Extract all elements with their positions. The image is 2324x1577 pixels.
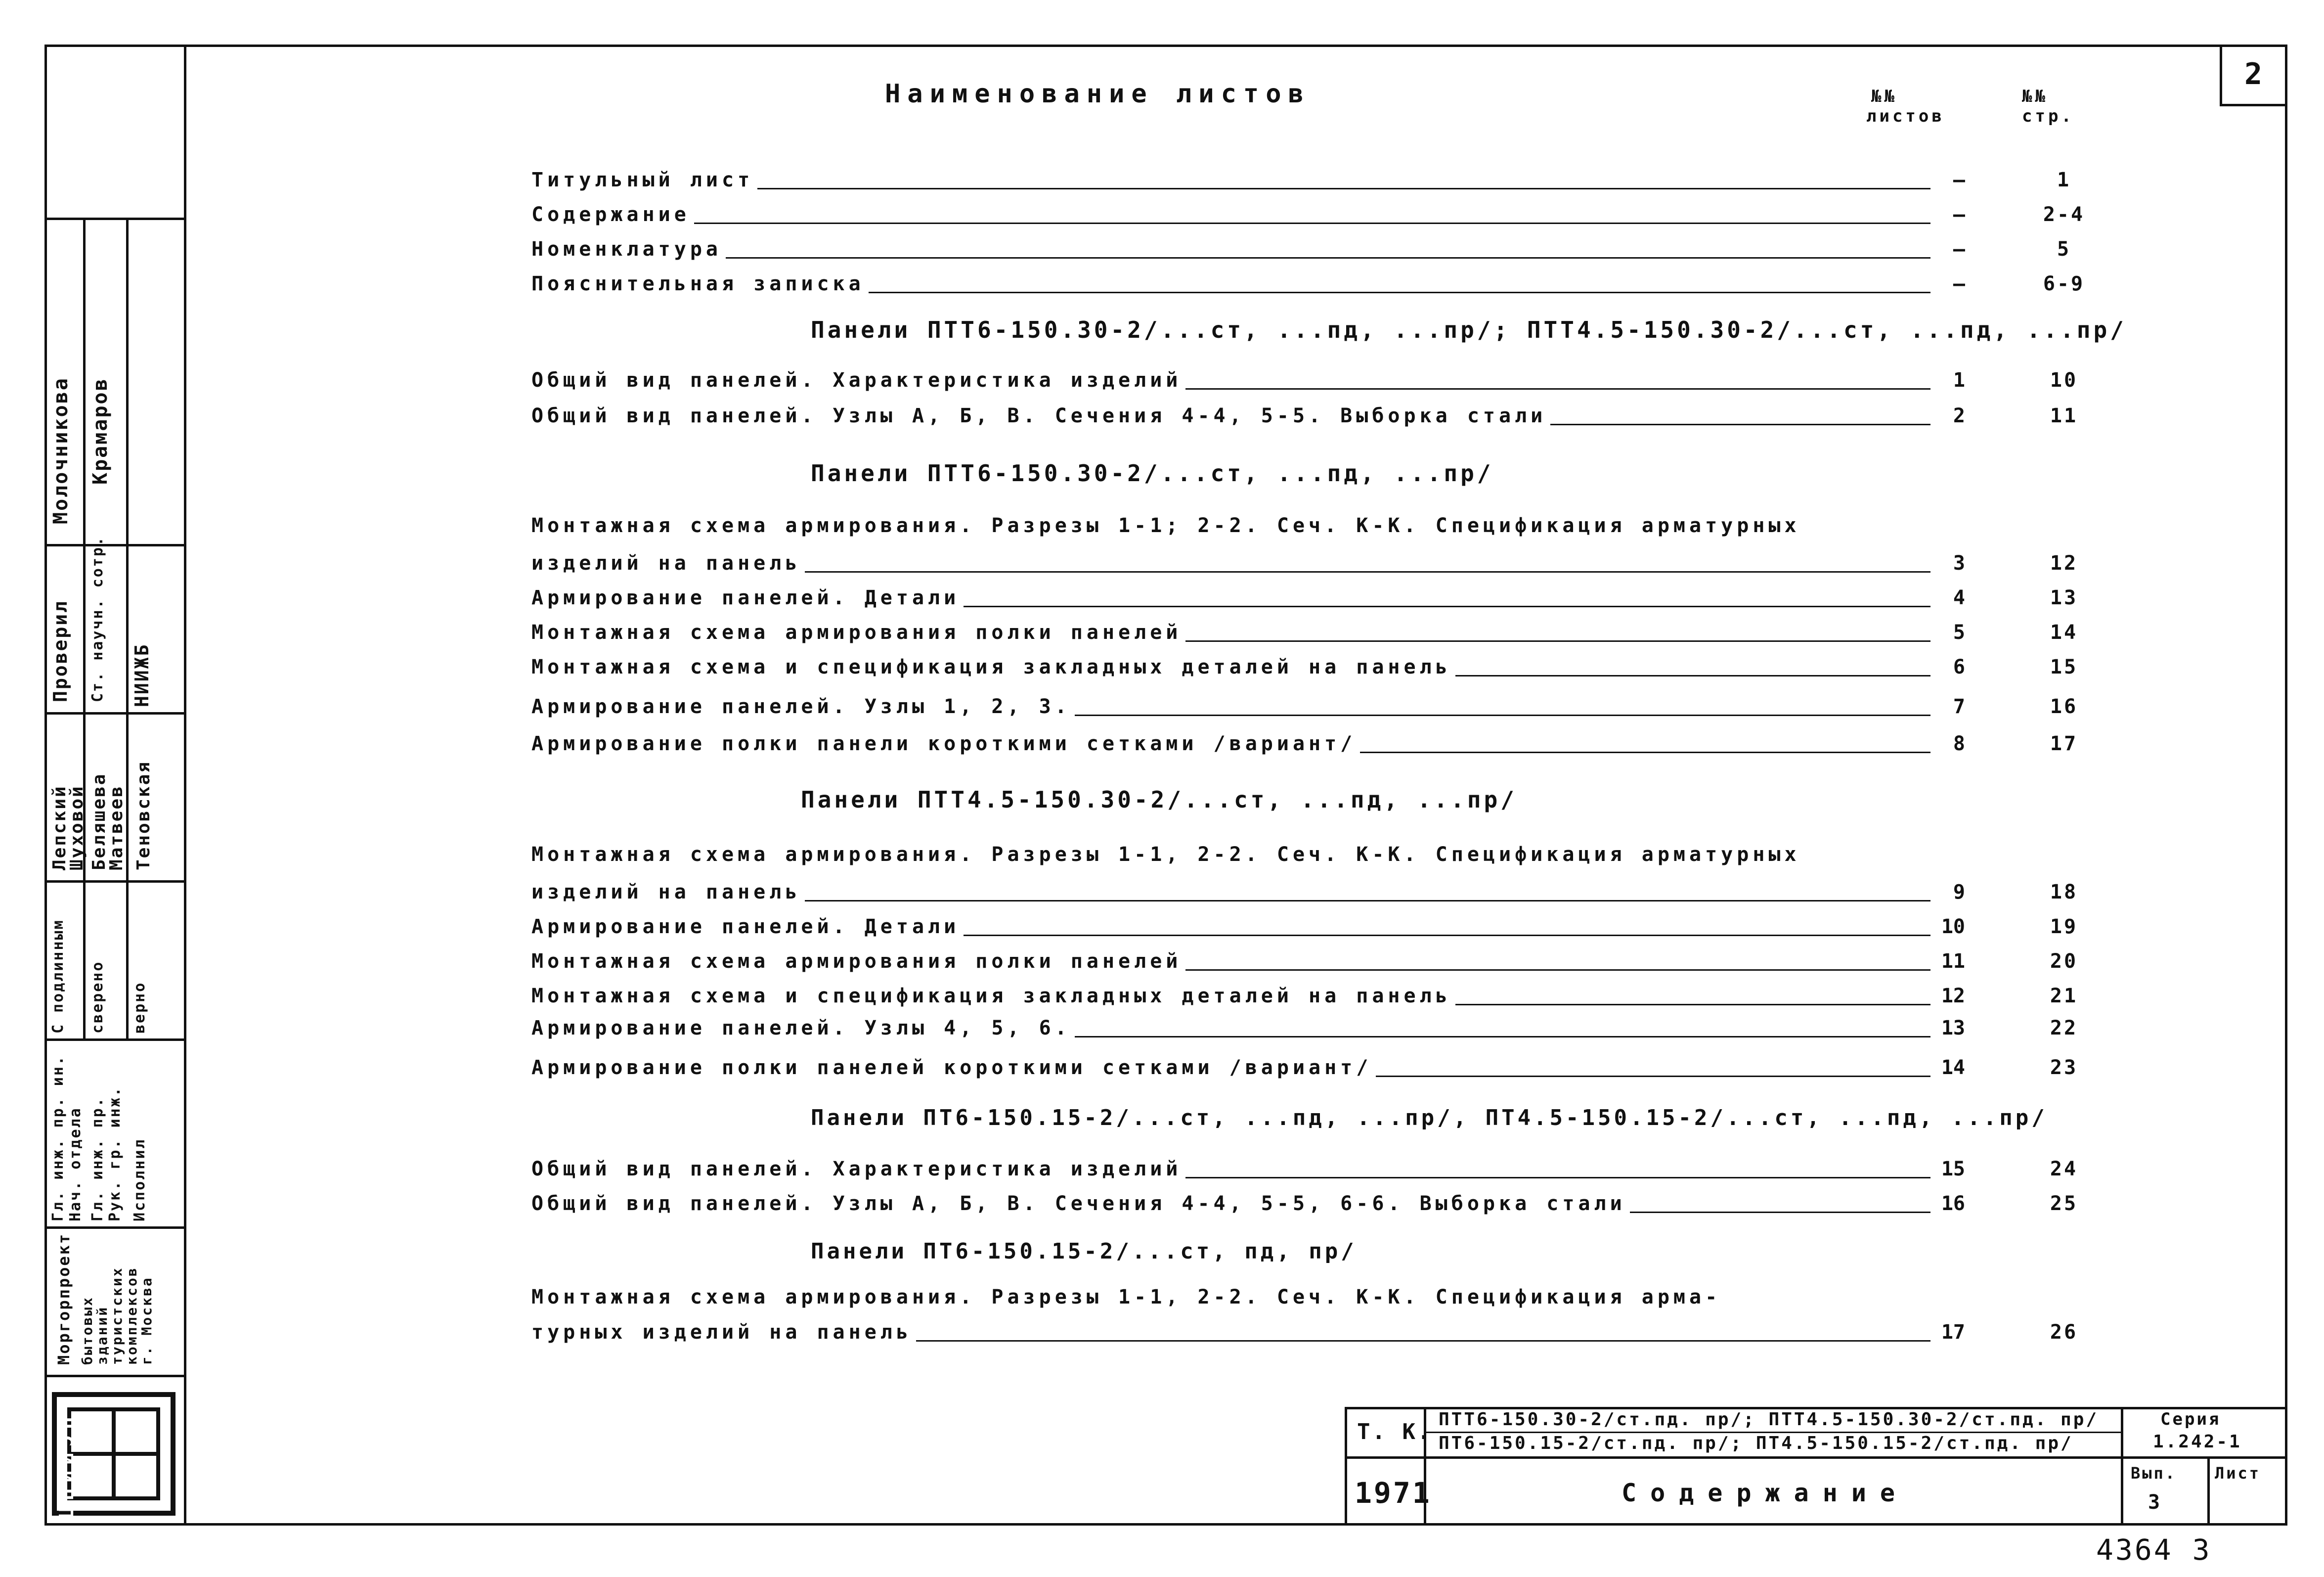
list-item: Общий вид панелей. Характеристика изделий 15 24 <box>531 1158 2078 1180</box>
list-item: Армирование полки панелей короткими сетками /вариант/ 14 23 <box>531 1056 2078 1079</box>
list-item: Армирование панелей. Узлы 4, 5, 6. 13 22 <box>531 1017 2078 1039</box>
logo-text: ЦНИИЭП <box>55 1411 78 1518</box>
person-3: Беляшева <box>89 772 109 870</box>
section-heading: Панели ПТТ6-150.30-2/...ст, ...пд, ...пр/ <box>811 460 1494 487</box>
role-2: Нач. отдела <box>67 1107 84 1221</box>
list-item-first-line: Монтажная схема армирования. Разрезы 1-1; 2-2. Сеч. К-К. Спецификация арматурных <box>531 514 1800 537</box>
stamp-tk: Т. К. <box>1357 1419 1433 1444</box>
list-item-first-line: Монтажная схема армирования. Разрезы 1-1, 2-2. Сеч. К-К. Спецификация арма- <box>531 1286 1721 1308</box>
org-3: зданий <box>94 1306 110 1365</box>
role-1: Гл. инж. пр. ин. <box>49 1055 67 1221</box>
org-4: туристских <box>109 1266 125 1365</box>
section-heading: Панели ПТ6-150.15-2/...ст, ...пд, ...пр/, ПТ4.5-150.15-2/...ст, ...пд, ...пр/ <box>811 1105 2048 1130</box>
section-heading: Панели ПТТ6-150.30-2/...ст, ...пд, ...пр/; ПТТ4.5-150.30-2/...ст, ...пд, ...пр/ <box>811 316 2127 343</box>
section-heading: Панели ПТТ4.5-150.30-2/...ст, ...пд, ...пр/ <box>801 786 1517 813</box>
stamp-issue-label: Вып. <box>2131 1464 2177 1483</box>
extra-name-1: Молочникова <box>49 377 72 524</box>
stamp-sheet-label: Лист <box>2215 1464 2261 1483</box>
list-item: Общий вид панелей. Узлы А, Б, В. Сечения 4-4, 5-5, 6-6. Выборка стали 16 25 <box>531 1192 2078 1215</box>
stamp-year: 1971 <box>1355 1476 1432 1510</box>
extra-name-2: Крамаров <box>89 377 112 485</box>
list-item: Монтажная схема и спецификация закладных деталей на панель 12 21 <box>531 985 2078 1007</box>
copy-label-3: верно <box>131 981 148 1034</box>
list-item: Монтажная схема армирования полки панелей 11 20 <box>531 950 2078 973</box>
stamp-h1 <box>1345 1456 2287 1459</box>
person-1: Лепский <box>49 785 70 870</box>
list-item-first-line: Монтажная схема армирования. Разрезы 1-1, 2-2. Сеч. К-К. Спецификация арматурных <box>531 843 1800 866</box>
person-5: Теновская <box>133 760 154 870</box>
col-pages-label-2: стр. <box>2022 106 2074 126</box>
left-strip-h1 <box>44 218 186 220</box>
person-4: Матвеев <box>106 785 127 870</box>
left-strip-h3 <box>44 712 186 715</box>
stamp-v2 <box>2121 1407 2123 1526</box>
checked-label: Проверил <box>49 599 71 702</box>
sheet-number: 2 <box>2244 57 2266 91</box>
list-item: Номенклатура – 5 <box>531 238 2071 261</box>
stamp-series-label: Серия <box>2160 1409 2221 1429</box>
list-item: Монтажная схема армирования полки панелей 5 14 <box>531 621 2078 644</box>
list-item: Общий вид панелей. Узлы А, Б, В. Сечения 4-4, 5-5. Выборка стали 2 11 <box>531 405 2078 427</box>
col-pages-label-1: №№ <box>2022 87 2048 106</box>
org-6: г. Москва <box>138 1276 155 1365</box>
org-1: Моргорпроект <box>54 1232 73 1365</box>
checked-org: Ст. научн. сотр. <box>89 536 106 702</box>
list-item: Армирование панелей. Узлы 1, 2, 3. 7 16 <box>531 695 2078 718</box>
list-item: Пояснительная записка – 6-9 <box>531 272 2085 295</box>
left-strip-h2 <box>44 544 186 546</box>
stamp-line-2: ПТ6-150.15-2/ст.пд. пр/; ПТ4.5-150.15-2/ст.пд. пр/ <box>1439 1433 2073 1453</box>
footer-number: 4364 3 <box>2096 1533 2212 1567</box>
copy-label-1: С подлинным <box>49 919 67 1034</box>
section-heading: Панели ПТ6-150.15-2/...ст, пд, пр/ <box>811 1239 1357 1264</box>
list-item: турных изделий на панель 17 26 <box>531 1321 2078 1344</box>
col-sheets-label-2: листов <box>1866 106 1945 126</box>
stamp-line-1: ПТТ6-150.30-2/ст.пд. пр/; ПТТ4.5-150.30-2/ст.пд. пр/ <box>1439 1409 2099 1430</box>
stamp-doc-title: Содержание <box>1622 1479 1909 1507</box>
role-4: Рук. гр. инж. <box>106 1086 124 1221</box>
list-item: Титульный лист – 1 <box>531 169 2071 191</box>
role-5: Исполнил <box>131 1138 148 1221</box>
org-5: комплексов <box>124 1266 140 1365</box>
list-item: изделий на панель 3 12 <box>531 552 2078 575</box>
left-strip-col-2 <box>126 218 129 1038</box>
list-item: Армирование панелей. Детали 4 13 <box>531 586 2078 609</box>
checked-name: НИИЖБ <box>131 643 153 707</box>
stamp-v3 <box>2207 1456 2210 1526</box>
list-item: изделий на панель 9 18 <box>531 881 2078 903</box>
page-title: Наименование листов <box>885 79 1311 109</box>
left-strip-h5 <box>44 1038 186 1041</box>
stamp-issue-value: 3 <box>2148 1491 2162 1514</box>
left-strip-h6 <box>44 1226 186 1229</box>
role-3: Гл. инж. пр. <box>89 1096 106 1221</box>
list-item: Армирование полки панели короткими сетками /вариант/ 8 17 <box>531 732 2078 755</box>
person-2: Шуховой <box>67 785 87 870</box>
stamp-series-value: 1.242-1 <box>2153 1432 2242 1452</box>
left-strip-col-1 <box>83 218 86 1038</box>
org-2: бытовых <box>79 1296 95 1365</box>
copy-label-2: сверено <box>89 960 106 1034</box>
list-item: Общий вид панелей. Характеристика изделий 1 10 <box>531 369 2078 392</box>
list-item: Монтажная схема и спецификация закладных деталей на панель 6 15 <box>531 656 2078 678</box>
list-item: Содержание – 2-4 <box>531 203 2085 226</box>
left-strip-h4 <box>44 880 186 883</box>
left-strip-h7 <box>44 1375 186 1377</box>
list-item: Армирование панелей. Детали 10 19 <box>531 915 2078 938</box>
col-sheets-label-1: №№ <box>1871 87 1897 106</box>
